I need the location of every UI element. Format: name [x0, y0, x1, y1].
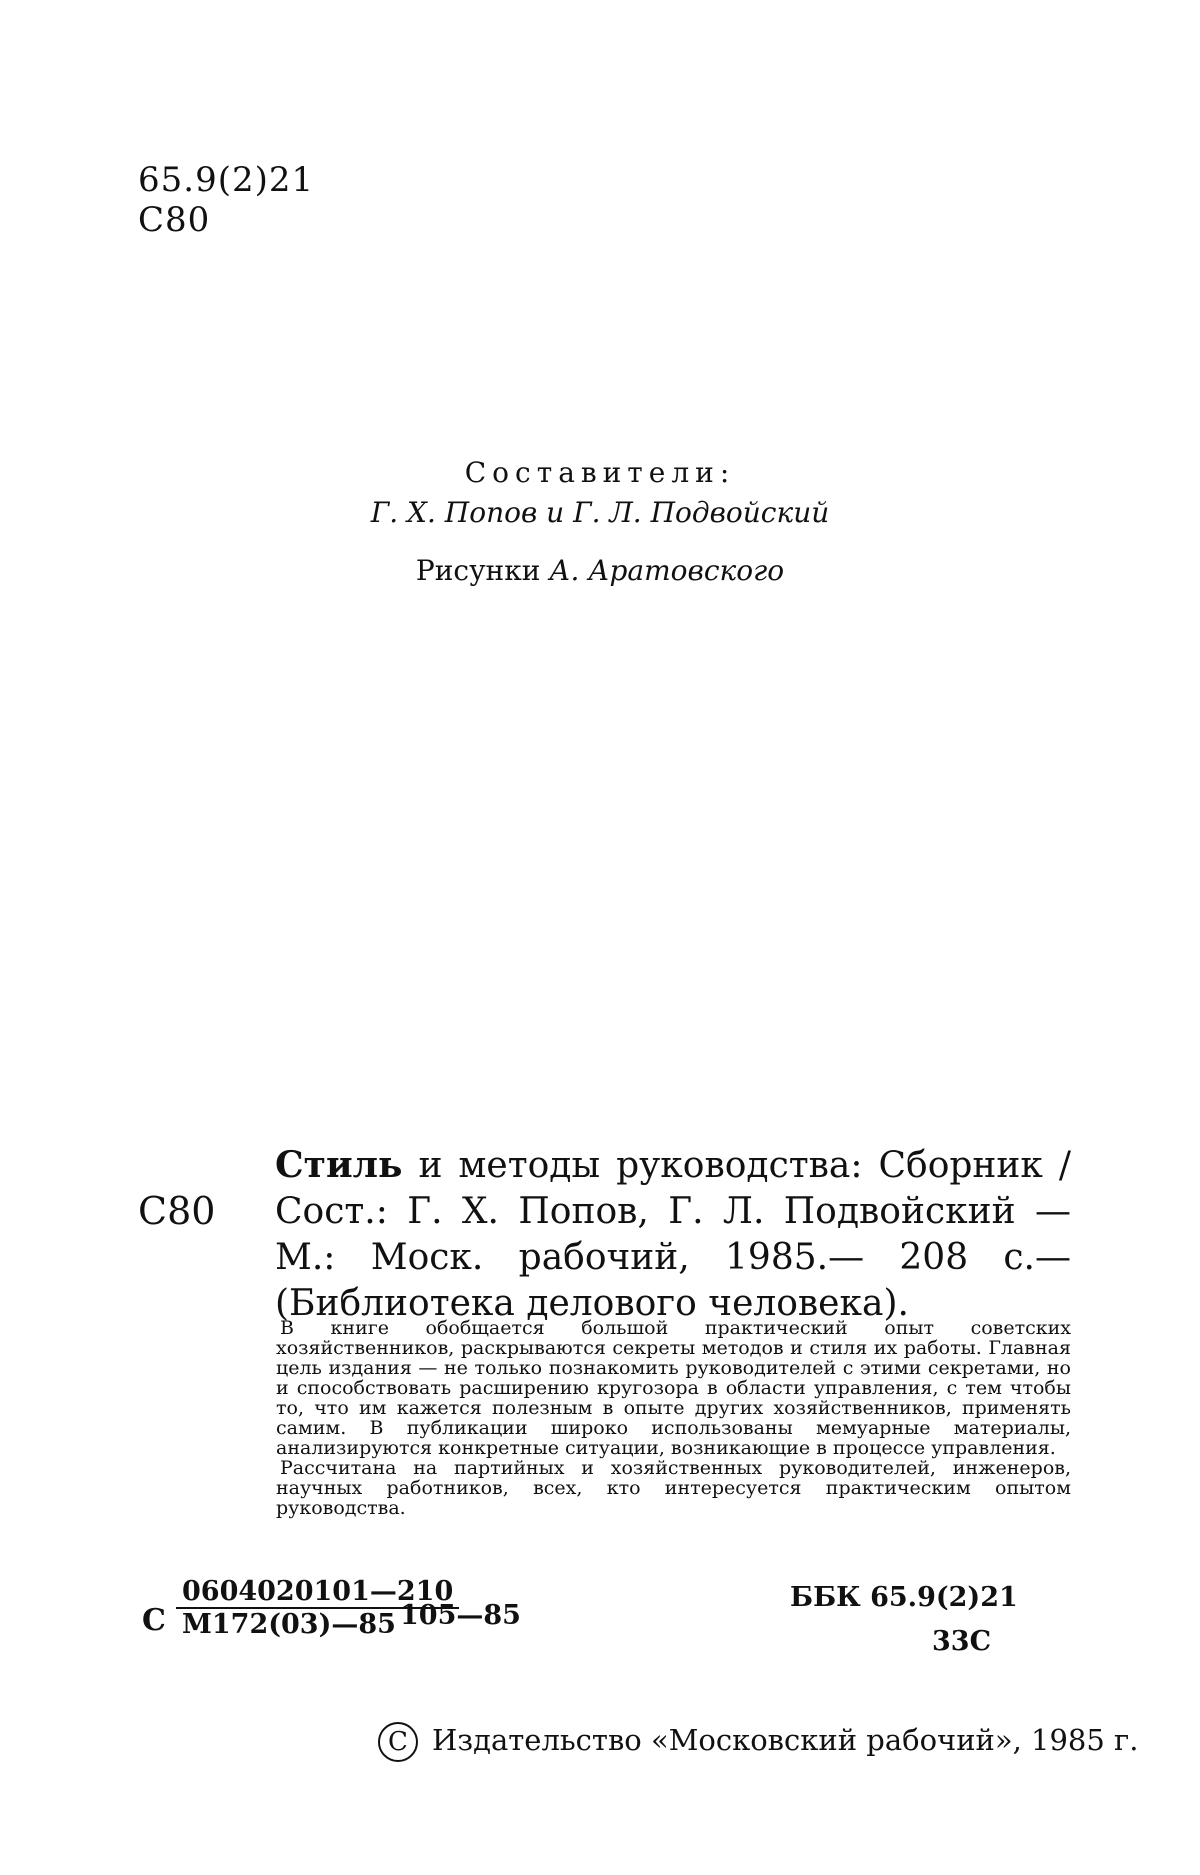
annotation-paragraph-1: В книге обобщается большой практический опыт советских хозяйственников, раскрываются секреты методов и стиля их работы. Главная цель издания — не только познакомить руководителей с этими секретами, но и способствовать расширению кругозора в области управления, с тем чтобы то, что им кажется полезным в опыте других хозяйственников, применять самим. В публикации широко использованы мемуарные материалы, анализируются конкретные ситуации, возникающие в процессе управления. — [276, 1317, 1071, 1459]
illustrations-prefix: Рисунки — [415, 554, 541, 587]
bibliographic-code: С80 — [138, 1189, 216, 1233]
library-index — [138, 160, 314, 240]
illustrator-name: А. Аратовского — [549, 554, 785, 587]
copyright-icon: C — [378, 1722, 418, 1762]
annotation — [276, 1318, 1071, 1518]
catalog-numerator: 0604020101—210 — [176, 1576, 459, 1609]
bibliographic-record — [275, 1142, 1071, 1327]
bibliographic-text: и методы руководства: Сборник / Сост.: Г. Х. Попов, Г. Л. Подвойский — М.: Моск. рабочий, 1985.— 208 с.— (Библиотека делового человека). — [275, 1145, 1071, 1324]
bbk-subcode: 33С — [932, 1626, 992, 1657]
annotation-paragraph-2: Рассчитана на партийных и хозяйственных руководителей, инженеров, научных работников, всех, кто интересуется практическим опытом руководства. — [276, 1457, 1071, 1519]
copyright-line — [378, 1720, 1138, 1762]
catalog-letter: С — [142, 1603, 166, 1638]
credits — [0, 455, 1200, 589]
library-index-code: 65.9(2)21 — [138, 160, 315, 200]
author-mark: С80 — [138, 200, 211, 240]
illustrations-credit — [0, 553, 1200, 589]
bbk-code: ББК 65.9(2)21 — [790, 1582, 1018, 1613]
copyright-text: Издательство «Московский рабочий», 1985 г. — [432, 1723, 1139, 1757]
bibliographic-title-word: Стиль — [275, 1144, 403, 1186]
catalog-denominator: М172(03)—85 — [182, 1609, 396, 1640]
catalog-code: 105—85 — [400, 1600, 521, 1631]
compilers-names: Г. X. Попов и Г. Л. Подвойский — [370, 496, 830, 529]
compilers-label: Составители: — [464, 456, 736, 489]
